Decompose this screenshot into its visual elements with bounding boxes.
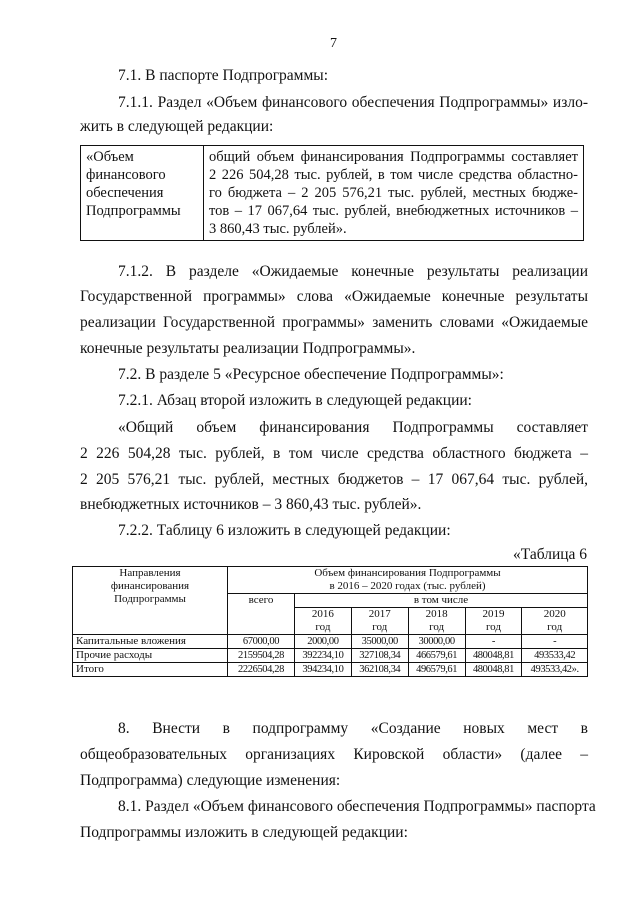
header-total: всего bbox=[228, 594, 295, 635]
cell-value: 327108,34 bbox=[351, 649, 408, 663]
header-volume bbox=[228, 567, 588, 594]
row-name: Прочие расходы bbox=[73, 649, 228, 663]
cell-value: 493533,42». bbox=[522, 663, 588, 677]
header-volume-line: в 2016 – 2020 годах (тыс. рублей) bbox=[329, 580, 486, 592]
paragraph-8-line3: Подпрограмма) следующие изменения: bbox=[80, 772, 341, 789]
passport-label-line: финансового bbox=[86, 167, 166, 183]
paragraph-7-2: 7.2. В разделе 5 «Ресурсное обеспечение Подпрограммы»: bbox=[118, 366, 504, 383]
quote-line4: внебюджетных источников – 3 860,43 тыс. рублей». bbox=[80, 496, 422, 513]
passport-value-line: общий объем финансирования Подпрограммы составляет bbox=[209, 149, 578, 165]
paragraph-7-2-2: 7.2.2. Таблицу 6 изложить в следующей редакции: bbox=[118, 522, 451, 539]
year-word: год bbox=[547, 621, 563, 633]
paragraph-7-1-1-line2: жить в следующей редакции: bbox=[80, 118, 274, 135]
paragraph-7-1-2-line3: реализации Государственной программы» заменить словами «Ожидаемые bbox=[80, 314, 588, 331]
page-number: 7 bbox=[330, 36, 337, 51]
cell-value: 480048,81 bbox=[465, 663, 522, 677]
header-direction-line: финансирования bbox=[110, 580, 190, 592]
cell-value: 466579,61 bbox=[408, 649, 465, 663]
header-direction bbox=[73, 567, 228, 635]
header-year-2018 bbox=[408, 608, 465, 635]
cell-value: 394234,10 bbox=[295, 663, 352, 677]
paragraph-8-line2: общеобразовательных организациях Кировской области» (далее – bbox=[80, 746, 588, 763]
quote-line2: 2 226 504,28 тыс. рублей, в том числе средства областного бюджета – bbox=[80, 445, 588, 462]
year-label: 2018 bbox=[425, 608, 448, 620]
quote-line1: «Общий объем финансирования Подпрограммы составляет bbox=[118, 419, 588, 436]
cell-value: - bbox=[465, 635, 522, 649]
cell-value: 30000,00 bbox=[408, 635, 465, 649]
cell-value: 2226504,28 bbox=[228, 663, 295, 677]
row-name: Итого bbox=[73, 663, 228, 677]
header-including: в том числе bbox=[295, 594, 588, 608]
year-label: 2019 bbox=[482, 608, 505, 620]
passport-label-line: обеспечения bbox=[86, 185, 164, 201]
cell-value: 2159504,28 bbox=[228, 649, 295, 663]
passport-label-cell bbox=[81, 146, 204, 241]
table-row bbox=[73, 649, 588, 663]
cell-value: 67000,00 bbox=[228, 635, 295, 649]
header-volume-line: Объем финансирования Подпрограммы bbox=[314, 567, 501, 579]
header-year-2017 bbox=[351, 608, 408, 635]
year-word: год bbox=[372, 621, 388, 633]
paragraph-7-2-1: 7.2.1. Абзац второй изложить в следующей редакции: bbox=[118, 392, 472, 409]
year-label: 2020 bbox=[543, 608, 566, 620]
header-year-2019 bbox=[465, 608, 522, 635]
year-word: год bbox=[315, 621, 331, 633]
passport-value-cell bbox=[204, 146, 584, 241]
header-year-2016 bbox=[295, 608, 352, 635]
cell-value: 35000,00 bbox=[351, 635, 408, 649]
cell-value: 493533,42 bbox=[522, 649, 588, 663]
table-caption: «Таблица 6 bbox=[513, 546, 588, 563]
passport-label-line: Подпрограммы bbox=[86, 203, 181, 219]
cell-value: 480048,81 bbox=[465, 649, 522, 663]
header-direction-line: Подпрограммы bbox=[114, 593, 186, 605]
financing-table bbox=[72, 566, 588, 677]
paragraph-7-1-1-line1: 7.1.1. Раздел «Объем финансового обеспечения Подпрограммы» изло- bbox=[118, 94, 588, 111]
passport-value-line: го бюджета – 2 205 576,21 тыс. рублей, местных бюдже- bbox=[209, 185, 578, 201]
paragraph-8-1-line2: Подпрограммы изложить в следующей редакции: bbox=[80, 824, 408, 841]
passport-value-line: 2 226 504,28 тыс. рублей, в том числе средства областно- bbox=[209, 167, 578, 183]
cell-value: 496579,61 bbox=[408, 663, 465, 677]
cell-value: 2000,00 bbox=[295, 635, 352, 649]
cell-value: - bbox=[522, 635, 588, 649]
paragraph-7-1: 7.1. В паспорте Подпрограммы: bbox=[118, 67, 329, 84]
table-row bbox=[73, 635, 588, 649]
year-word: год bbox=[485, 621, 501, 633]
passport-value-line: тов – 17 067,64 тыс. рублей, внебюджетных источников – bbox=[209, 203, 578, 219]
passport-value-line: 3 860,43 тыс. рублей». bbox=[209, 221, 347, 237]
year-label: 2016 bbox=[311, 608, 334, 620]
paragraph-8-1-line1: 8.1. Раздел «Объем финансового обеспечения Подпрограммы» паспорта bbox=[118, 798, 596, 815]
passport-table bbox=[80, 145, 584, 241]
year-label: 2017 bbox=[368, 608, 391, 620]
table-row bbox=[73, 663, 588, 677]
cell-value: 362108,34 bbox=[351, 663, 408, 677]
paragraph-8-line1: 8. Внести в подпрограмму «Создание новых мест в bbox=[118, 720, 588, 737]
row-name: Капитальные вложения bbox=[73, 635, 228, 649]
paragraph-7-1-2-line2: Государственной программы» слова «Ожидаемые конечные результаты bbox=[80, 288, 588, 305]
year-word: год bbox=[429, 621, 445, 633]
paragraph-7-1-2-line1: 7.1.2. В разделе «Ожидаемые конечные результаты реализации bbox=[118, 263, 588, 280]
quote-line3: 2 205 576,21 тыс. рублей, местных бюджетов – 17 067,64 тыс. рублей, bbox=[80, 471, 588, 488]
header-year-2020 bbox=[522, 608, 588, 635]
header-direction-line: Направления bbox=[119, 567, 181, 579]
paragraph-7-1-2-line4: конечные результаты реализации Подпрограммы». bbox=[80, 340, 416, 357]
cell-value: 392234,10 bbox=[295, 649, 352, 663]
passport-label-line: «Объем bbox=[86, 149, 134, 165]
